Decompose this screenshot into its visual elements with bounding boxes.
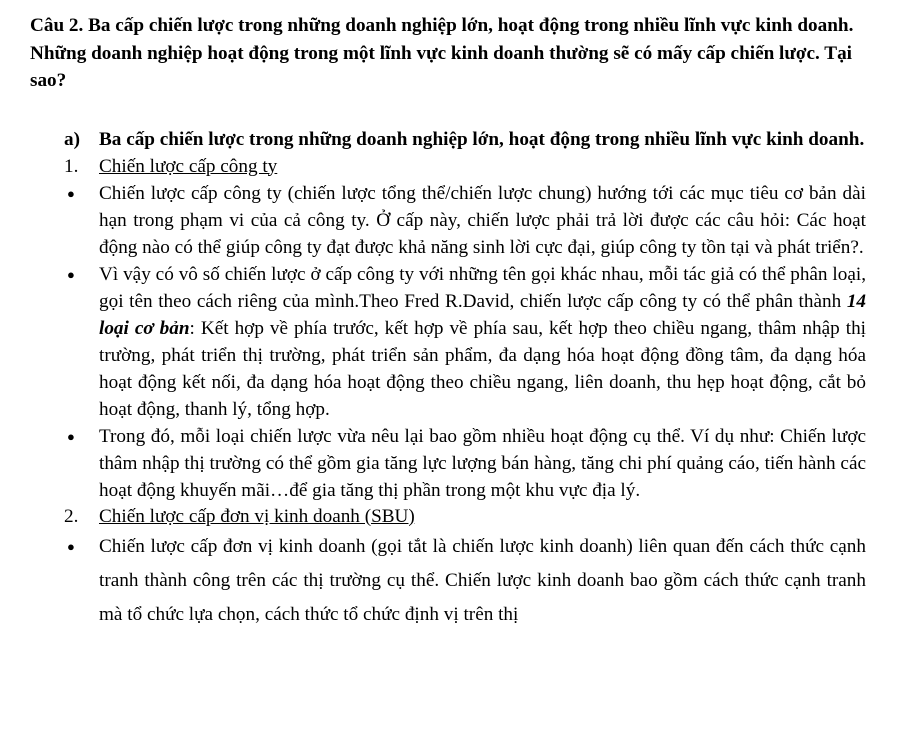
bullet-item <box>64 261 866 423</box>
bullet-icon: ● <box>67 428 75 444</box>
bullet-text-part: : Kết hợp về phía trước, kết hợp về phía sau, kết hợp theo chiều ngang, thâm nhập thị trường, phát triển thị trường, phát triển sản phẩm, đa dạng hóa hoạt động đồng tâm, đa dạng hóa hoạt động kết nối, đa dạng hóa hoạt động theo chiều ngang, liên doanh, thu hẹp hoạt động, cắt bỏ hoạt động, thanh lý, tổng hợp. <box>99 317 867 420</box>
numbered-item-1 <box>64 154 866 180</box>
bullet-text: Chiến lược cấp đơn vị kinh doanh (gọi tắt là chiến lược kinh doanh) liên quan đến cách thức cạnh tranh thành công trên các thị trường cụ thể. Chiến lược kinh doanh bao gồm cách thức cạnh tranh mà tổ chức lựa chọn, cách thức tổ chức định vị trên thị <box>99 535 866 625</box>
bullet-icon: ● <box>67 538 75 554</box>
bullet-icon: ● <box>67 185 75 201</box>
bullet-text <box>99 261 866 423</box>
section-a-marker: a) <box>64 128 80 150</box>
bullet-item <box>64 423 866 504</box>
bullet-icon: ● <box>67 266 75 282</box>
bullet-item <box>64 530 866 632</box>
section-a-title: Ba cấp chiến lược trong những doanh nghiệp lớn, hoạt động trong nhiều lĩnh vực kinh doanh. <box>99 128 865 150</box>
item-1-marker: 1. <box>64 155 79 177</box>
bullet-text-part: Vì vậy có vô số chiến lược ở cấp công ty với những tên gọi khác nhau, mỗi tác giả có thể phân loại, gọi tên theo cách riêng của mình.Theo Fred R.David, chiến lược cấp công ty có thể phân thành <box>99 263 866 312</box>
bullet-item <box>64 180 866 261</box>
bullet-text: Trong đó, mỗi loại chiến lược vừa nêu lại bao gồm nhiều hoạt động cụ thể. Ví dụ như: Chiến lược thâm nhập thị trường có thể gồm gia tăng lực lượng bán hàng, tăng chi phí quảng cáo, tiến hành các hoạt động khuyến mãi…để gia tăng thị phần trong một khu vực địa lý. <box>99 425 866 501</box>
item-1-heading: Chiến lược cấp công ty <box>99 155 278 177</box>
numbered-item-2 <box>64 504 866 530</box>
emphasis-text: 14 loại cơ bản <box>99 290 866 339</box>
section-a-heading <box>64 126 866 154</box>
bullet-text: Chiến lược cấp công ty (chiến lược tổng thể/chiến lược chung) hướng tới các mục tiêu cơ bản dài hạn trong phạm vi của cả công ty. Ở cấp này, chiến lược phải trả lời được các câu hỏi: Các hoạt động nào có thể giúp công ty đạt được khả năng sinh lời cực đại, giúp công ty tồn tại và phát triển?. <box>99 182 866 258</box>
question-heading: Câu 2. Ba cấp chiến lược trong những doanh nghiệp lớn, hoạt động trong nhiều lĩnh vực kinh doanh. Những doanh nghiệp hoạt động trong một lĩnh vực kinh doanh thường sẽ có mấy cấp chiến lược. Tại sao? <box>30 15 854 91</box>
item-2-heading: Chiến lược cấp đơn vị kinh doanh (SBU) <box>99 505 415 527</box>
item-2-marker: 2. <box>64 505 79 527</box>
